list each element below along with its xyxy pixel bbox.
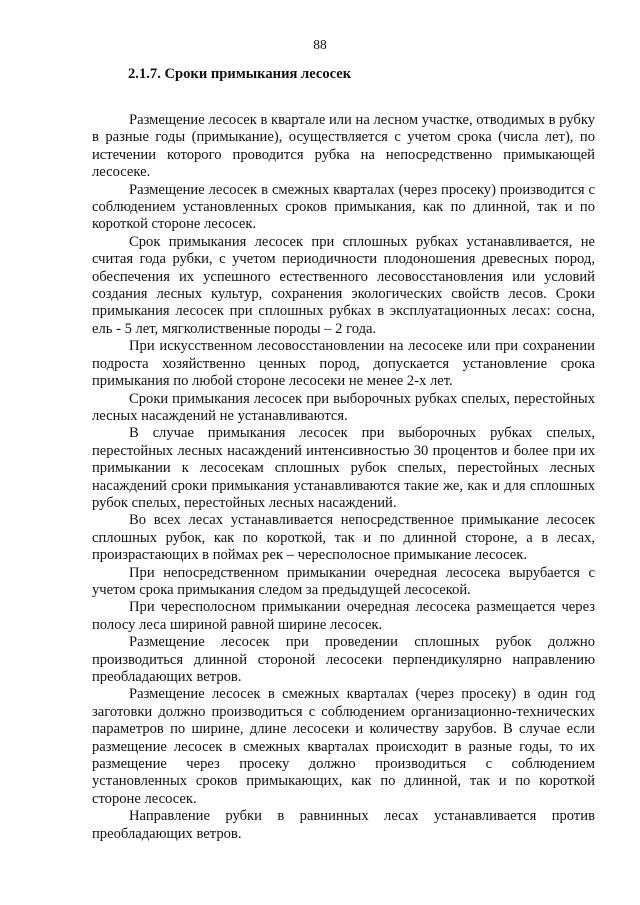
paragraph: Размещение лесосек в смежных кварталах (через просеку) в один год заготовки должно производиться с соблюдением организационно-технических параметров по ширине, длине лесосеки и количеству зарубов. В случае если размещение лесосек в смежных кварталах происходит в разные годы, то их размещение через просеку должно производиться с соблюдением установленных сроков примыкающих, как по длинной, так и по короткой стороне лесосек. [92,686,595,807]
paragraph: При непосредственном примыкании очередная лесосека вырубается с учетом срока примыкания следом за предыдущей лесосекой. [92,564,595,598]
paragraph: Размещение лесосек в смежных кварталах (через просеку) производится с соблюдением установленных сроков примыкания, как по длинной, так и по короткой стороне лесосек. [92,181,595,233]
page-number: 88 [313,37,327,52]
paragraph: Размещение лесосек при проведении сплошных рубок должно производиться длинной стороной лесосеки перпендикулярно направлению преобладающих ветров. [92,634,595,685]
paragraph: При искусственном лесовосстановлении на лесосеке или при сохранении подроста хозяйственно ценных пород, допускается установление срока примыкания по любой стороне лесосеки не менее 2-х лет. [92,338,595,390]
paragraph: Размещение лесосек в квартале или на лесном участке, отводимых в рубку в разные годы (примыкание), осуществляется с учетом срока (числа лет), по истечении которого проводится рубка на непосредственно примыкающей лесосеке. [92,112,595,181]
body-text [92,112,595,843]
section-title: 2.1.7. Сроки примыкания лесосек [128,66,352,82]
paragraph: Во всех лесах устанавливается непосредственное примыкание лесосек сплошных рубок, как по короткой, так и по длинной стороне, а в лесах, произрастающих в поймах рек – чересполосное примыкание лесосек. [92,512,595,564]
paragraph: Направление рубки в равнинных лесах устанавливается против преобладающих ветров. [92,808,595,842]
paragraph: Срок примыкания лесосек при сплошных рубках устанавливается, не считая года рубки, с учетом периодичности плодоношения древесных пород, обеспечения их успешного естественного лесовосстановления или условий создания лесных культур, сохранения экологических свойств лесов. Сроки примыкания лесосек при сплошных рубках в эксплуатационных лесах: сосна, ель - 5 лет, мягколиственные породы – 2 года. [92,233,595,337]
paragraph: В случае примыкания лесосек при выборочных рубках спелых, перестойных лесных насаждений интенсивностью 30 процентов и более при их примыкании к лесосекам сплошных рубок спелых, перестойных лесных насаждений сроки примыкания устанавливаются такие же, как и для сплошных рубок спелых, перестойных лесных насаждений. [92,425,595,511]
paragraph: Сроки примыкания лесосек при выборочных рубках спелых, перестойных лесных насаждений не устанавливаются. [92,390,595,424]
paragraph: При чересполосном примыкании очередная лесосека размещается через полосу леса шириной равной ширине лесосек. [92,599,595,633]
